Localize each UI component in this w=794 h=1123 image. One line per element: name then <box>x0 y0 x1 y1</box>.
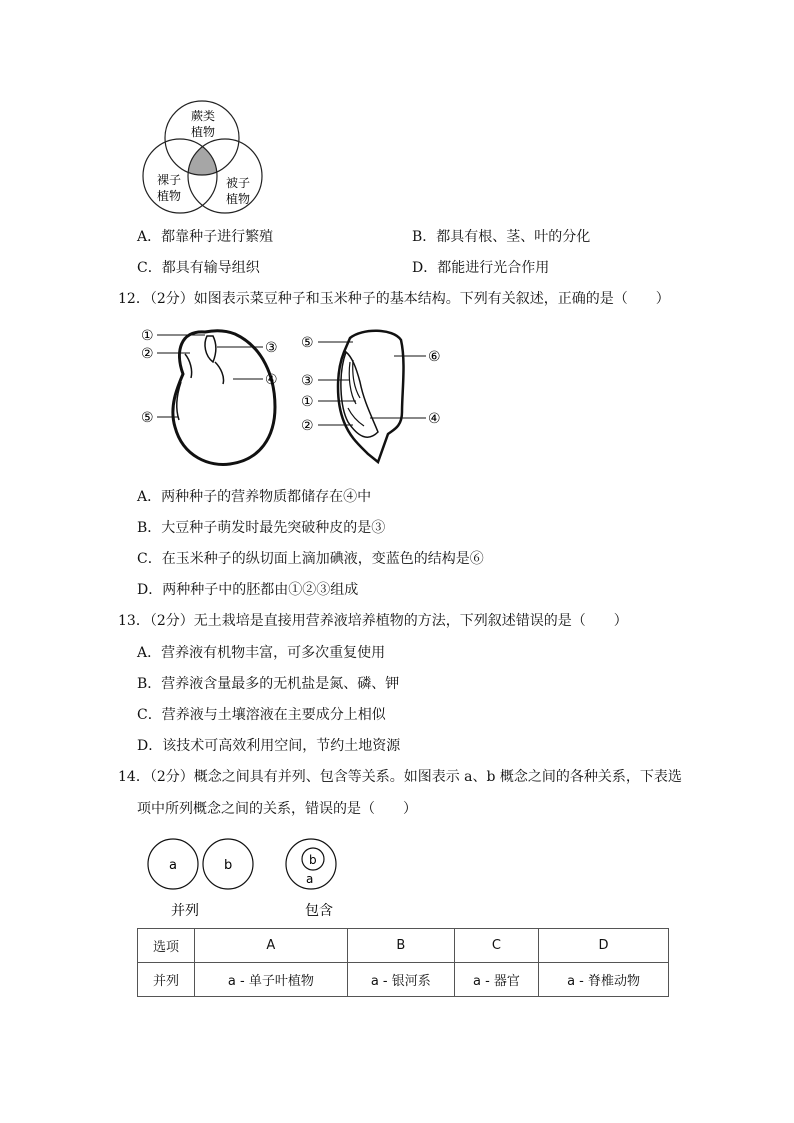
concept-relation-diagram <box>145 835 345 920</box>
contain-label-outer: a <box>306 872 314 886</box>
table-header-cell: A <box>195 929 348 963</box>
bean-label-3: ③ <box>265 340 278 356</box>
venn-label-left-1: 裸子 <box>157 173 182 187</box>
q11-option-d[interactable]: D．都能进行光合作用 <box>412 260 550 276</box>
contain-label-inner: b <box>309 853 317 867</box>
corn-label-5: ⑤ <box>301 335 314 351</box>
venn-label-top-1: 蕨类 <box>191 109 216 123</box>
q11-option-c[interactable]: C．都具有输导组织 <box>137 260 260 276</box>
contain-caption: 包含 <box>305 903 333 919</box>
corn-seed-outline <box>338 331 404 462</box>
table-header-cell: 选项 <box>138 929 195 963</box>
parallel-label-a: a <box>169 858 177 873</box>
bean-label-2: ② <box>141 346 154 362</box>
venn-diagram <box>135 98 275 218</box>
q14-stem-line1: 14．（2分）概念之间具有并列、包含等关系。如图表示 a、b 概念之间的各种关系，下表选 <box>118 769 682 785</box>
corn-seed-diagram <box>298 322 448 470</box>
bean-label-5: ⑤ <box>141 410 154 426</box>
q13-option-a[interactable]: A．营养液有机物丰富，可多次重复使用 <box>137 645 386 661</box>
q12-option-b[interactable]: B．大豆种子萌发时最先突破种皮的是③ <box>137 520 386 536</box>
corn-label-4: ④ <box>428 411 441 427</box>
venn-circle-angiosperm <box>188 139 262 213</box>
table-header-cell: C <box>454 929 538 963</box>
corn-label-3: ③ <box>301 373 314 389</box>
q14-stem-line2: 项中所列概念之间的关系，错误的是（ ） <box>137 801 417 817</box>
bean-label-4: ④ <box>265 372 278 388</box>
q12-option-c[interactable]: C．在玉米种子的纵切面上滴加碘液，变蓝色的结构是⑥ <box>137 551 484 567</box>
q11-option-b[interactable]: B．都具有根、茎、叶的分化 <box>412 229 591 245</box>
parallel-label-b: b <box>224 858 233 873</box>
parallel-caption: 并列 <box>171 903 199 919</box>
venn-label-left-2: 植物 <box>157 189 182 203</box>
table-header-cell: B <box>347 929 454 963</box>
corn-label-1: ① <box>301 394 314 410</box>
bean-label-1: ① <box>141 328 154 344</box>
table-cell: a - 脊椎动物 <box>539 963 669 997</box>
q14-options-table <box>137 928 669 997</box>
table-cell: 并列 <box>138 963 195 997</box>
q12-stem: 12．（2分）如图表示菜豆种子和玉米种子的基本结构。下列有关叙述，正确的是（ ） <box>118 291 670 307</box>
table-cell: a - 单子叶植物 <box>195 963 348 997</box>
venn-label-right-1: 被子 <box>226 176 251 190</box>
table-header-row <box>138 929 669 963</box>
corn-label-2: ② <box>301 418 314 434</box>
q13-stem: 13．（2分）无土栽培是直接用营养液培养植物的方法，下列叙述错误的是（ ） <box>118 613 628 629</box>
q13-option-d[interactable]: D．该技术可高效利用空间，节约土地资源 <box>137 738 401 754</box>
bean-seed-diagram <box>135 322 295 472</box>
venn-label-right-2: 植物 <box>226 192 251 206</box>
table-row <box>138 963 669 997</box>
q11-option-a[interactable]: A．都靠种子进行繁殖 <box>137 229 274 245</box>
table-header-cell: D <box>539 929 669 963</box>
q12-option-d[interactable]: D．两种种子中的胚都由①②③组成 <box>137 582 359 598</box>
q13-option-c[interactable]: C．营养液与土壤溶液在主要成分上相似 <box>137 707 386 723</box>
q12-option-a[interactable]: A．两种种子的营养物质都储存在④中 <box>137 489 372 505</box>
corn-label-6: ⑥ <box>428 349 441 365</box>
venn-label-top-2: 植物 <box>191 125 216 139</box>
table-cell: a - 器官 <box>454 963 538 997</box>
q13-option-b[interactable]: B．营养液含量最多的无机盐是氮、磷、钾 <box>137 676 400 692</box>
table-cell: a - 银河系 <box>347 963 454 997</box>
bean-seed-outline <box>173 331 275 465</box>
